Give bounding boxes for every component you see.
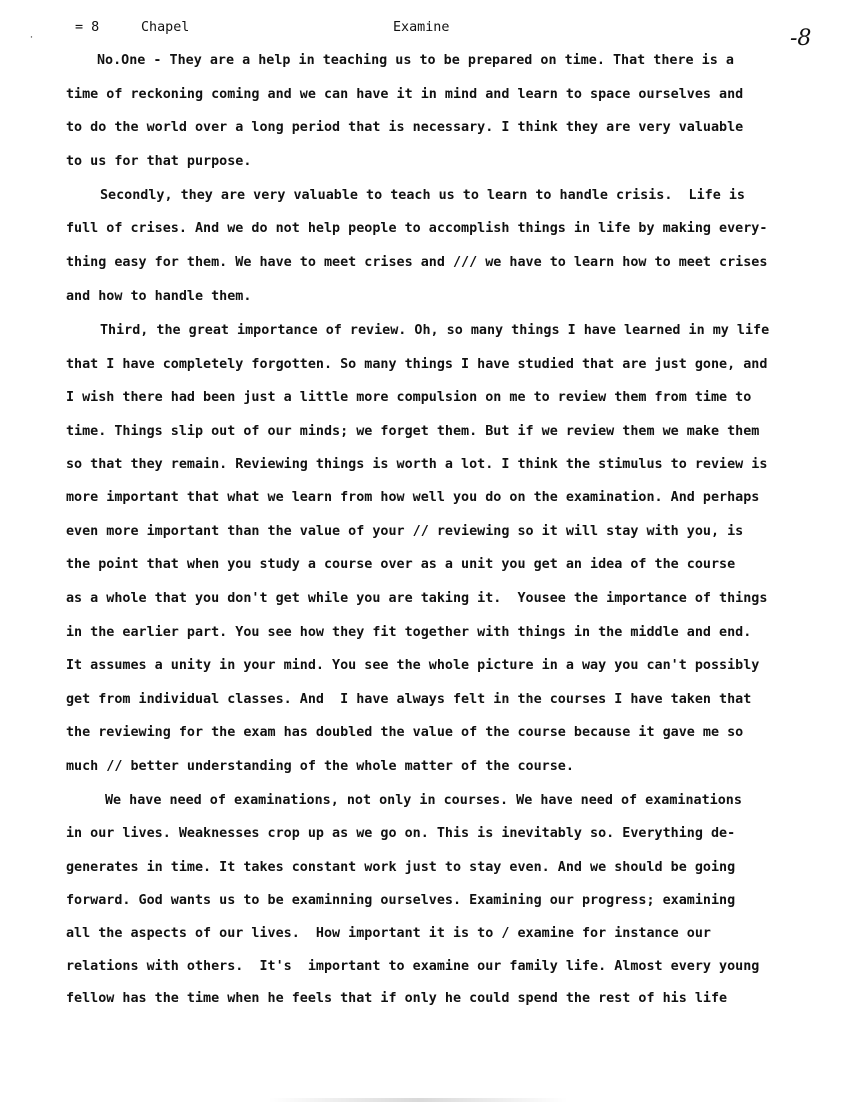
header-left-title: Chapel (141, 20, 190, 35)
text-line: time of reckoning coming and we can have it in mind and learn to space ourselves and (66, 87, 744, 102)
text-line: We have need of examinations, not only in courses. We have need of examinations (105, 793, 742, 808)
text-line: much // better understanding of the whole matter of the course. (66, 759, 574, 774)
text-line: time. Things slip out of our minds; we forget them. But if we review them we make them (66, 424, 760, 439)
text-line: I wish there had been just a little more compulsion on me to review them from time to (66, 390, 752, 405)
text-line: thing easy for them. We have to meet crises and /// we have to learn how to meet crises (66, 255, 768, 270)
text-line: even more important than the value of your // reviewing so it will stay with you, is (66, 524, 744, 539)
text-line: forward. God wants us to be examinning ourselves. Examining our progress; examining (66, 893, 736, 908)
text-line: to us for that purpose. (66, 154, 252, 169)
scan-edge-mark (268, 1098, 568, 1102)
text-line: all the aspects of our lives. How important it is to / examine for instance our (66, 926, 711, 941)
text-line: fellow has the time when he feels that if only he could spend the rest of his life (66, 991, 728, 1006)
header-center-title: Examine (393, 20, 450, 35)
text-line: generates in time. It takes constant work just to stay even. And we should be going (66, 860, 736, 875)
text-line: that I have completely forgotten. So many things I have studied that are just gone, and (66, 357, 768, 372)
text-line: to do the world over a long period that is necessary. I think they are very valuable (66, 120, 744, 135)
text-line: No.One - They are a help in teaching us to be prepared on time. That there is a (97, 53, 734, 68)
text-line: Secondly, they are very valuable to teach us to learn to handle crisis. Life is (100, 188, 745, 203)
text-line: in our lives. Weaknesses crop up as we go on. This is inevitably so. Everything de- (66, 826, 736, 841)
page-number: = 8 (75, 20, 100, 35)
text-line: relations with others. It's important to examine our family life. Almost every young (66, 959, 760, 974)
margin-mark: ⸳ (30, 29, 33, 42)
text-line: so that they remain. Reviewing things is worth a lot. I think the stimulus to review is (66, 457, 768, 472)
text-line: the reviewing for the exam has doubled the value of the course because it gave me so (66, 725, 744, 740)
text-line: and how to handle them. (66, 289, 252, 304)
text-line: in the earlier part. You see how they fit together with things in the middle and end. (66, 625, 752, 640)
text-line: It assumes a unity in your mind. You see the whole picture in a way you can't possibly (66, 658, 760, 673)
text-line: the point that when you study a course over as a unit you get an idea of the course (66, 557, 736, 572)
text-line: more important that what we learn from how well you do on the examination. And perhaps (66, 490, 760, 505)
text-line: get from individual classes. And I have always felt in the courses I have taken that (66, 692, 752, 707)
text-line: as a whole that you don't get while you are taking it. Yousee the importance of things (66, 591, 768, 606)
text-line: Third, the great importance of review. Oh, so many things I have learned in my life (100, 323, 770, 338)
text-line: full of crises. And we do not help people to accomplish things in life by making every- (66, 221, 768, 236)
handwritten-page-number: -8 (790, 26, 812, 51)
